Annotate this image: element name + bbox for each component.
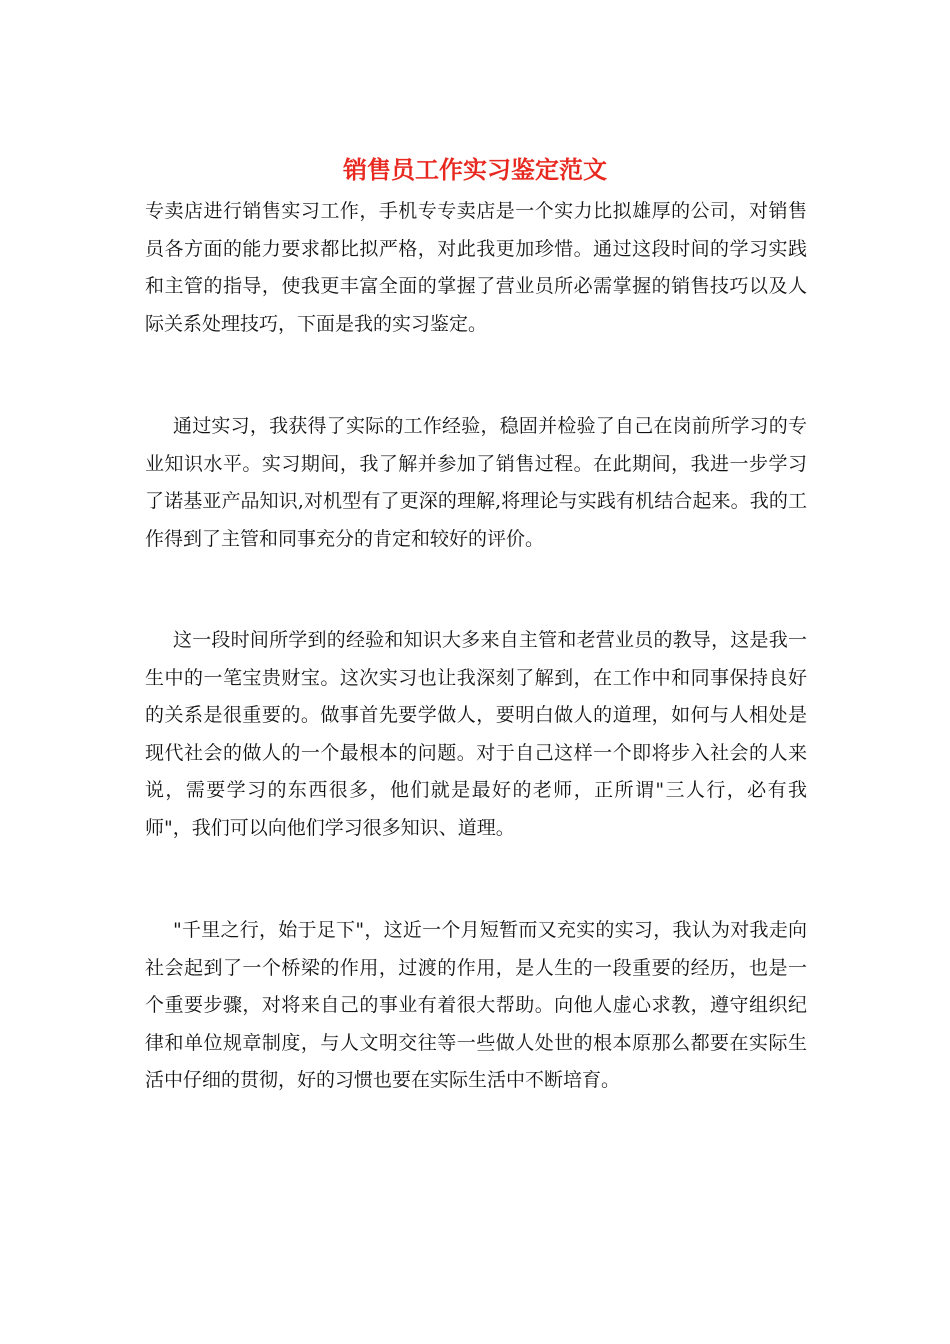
paragraph-intro: 专卖店进行销售实习工作，手机专专卖店是一个实力比拟雄厚的公司，对销售员各方面的能力要求都比拟严格，对此我更加珍惜。通过这段时间的学习实践和主管的指导，使我更丰富全面的掌握了营业员所必需掌握的销售技巧以及人际关系处理技巧，下面是我的实习鉴定。 xyxy=(145,200,807,335)
paragraph-conclusion: "千里之行，始于足下"，这近一个月短暂而又充实的实习，我认为对我走向社会起到了一个桥梁的作用，过渡的作用，是人生的一段重要的经历，也是一个重要步骤，对将来自己的事业有着很大帮助。向他人虚心求教，遵守组织纪律和单位规章制度，与人文明交往等一些做人处世的根本原那么都要在实际生活中仔细的贯彻，好的习惯也要在实际生活中不断培育。 xyxy=(145,919,807,1091)
paragraph-lessons: 这一段时间所学到的经验和知识大多来自主管和老营业员的教导，这是我一生中的一笔宝贵财宝。这次实习也让我深刻了解到，在工作中和同事保持良好的关系是很重要的。做事首先要学做人，要明白做人的道理，如何与人相处是现代社会的做人的一个最根本的问题。对于自己这样一个即将步入社会的人来说，需要学习的东西很多，他们就是最好的老师，正所谓"三人行，必有我师"，我们可以向他们学习很多知识、道理。 xyxy=(145,629,807,839)
document-title: 销售员工作实习鉴定范文 xyxy=(343,155,607,184)
paragraph-experience: 通过实习，我获得了实际的工作经验，稳固并检验了自己在岗前所学习的专业知识水平。实习期间，我了解并参加了销售过程。在此期间，我进一步学习了诺基亚产品知识,对机型有了更深的理解,将理论与实践有机结合起来。我的工作得到了主管和同事充分的肯定和较好的评价。 xyxy=(145,415,807,550)
